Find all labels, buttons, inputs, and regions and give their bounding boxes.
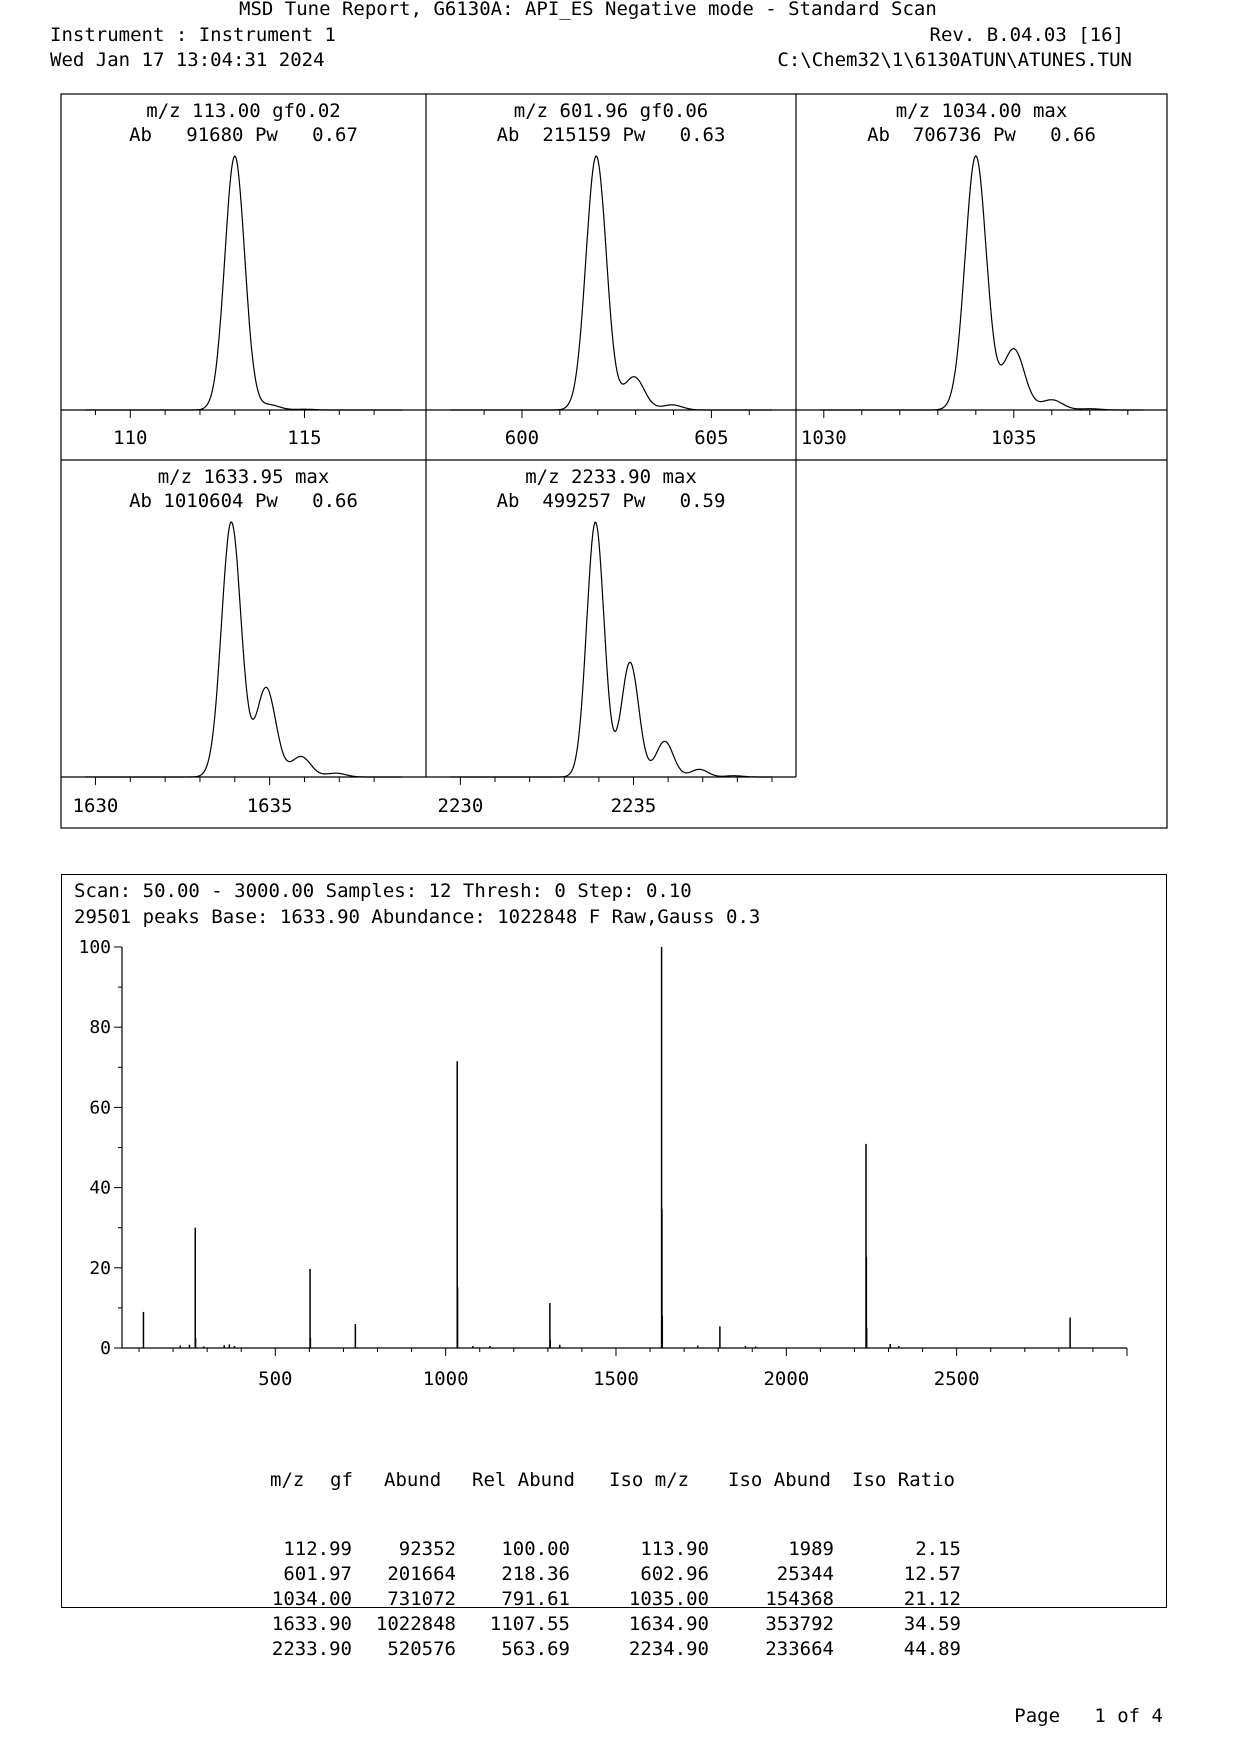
profile-tick-label: 110 xyxy=(113,427,148,449)
table-cell: 563.69 xyxy=(501,1638,570,1660)
revision-label: Rev. B.04.03 [16] xyxy=(929,24,1124,46)
column-header: Abund xyxy=(384,1469,442,1491)
x-tick-label: 500 xyxy=(258,1368,293,1390)
report-title: MSD Tune Report, G6130A: API_ES Negative mode - Standard Scan xyxy=(239,0,937,20)
report-datetime: Wed Jan 17 13:04:31 2024 xyxy=(50,49,325,71)
profile-mz-label: m/z 1633.95 max xyxy=(157,466,330,488)
table-cell: 44.89 xyxy=(903,1638,961,1660)
profile-tick-label: 600 xyxy=(504,427,540,449)
table-cell: 2233.90 xyxy=(271,1638,352,1660)
profile-trace xyxy=(85,522,402,777)
profile-abundance-label: Ab 499257 Pw 0.59 xyxy=(496,490,726,512)
table-cell: 112.99 xyxy=(283,1538,352,1560)
table-cell: 113.90 xyxy=(640,1538,709,1560)
profile-mz-label: m/z 601.96 gf0.06 xyxy=(513,100,709,122)
profile-panel-3 xyxy=(801,100,1143,449)
profile-tick-label: 1035 xyxy=(990,427,1037,449)
column-header: Iso Abund xyxy=(728,1469,831,1491)
table-cell: 601.97 xyxy=(283,1563,352,1585)
x-tick-label: 2000 xyxy=(763,1368,810,1390)
x-tick-label: 1500 xyxy=(593,1368,639,1390)
profile-tick-label: 2235 xyxy=(610,795,657,817)
y-tick-label: 40 xyxy=(89,1177,111,1199)
profile-abundance-label: Ab 1010604 Pw 0.66 xyxy=(129,490,358,512)
profile-trace xyxy=(85,156,402,410)
profile-frame xyxy=(61,94,1167,828)
page-number: Page 1 of 4 xyxy=(1014,1705,1163,1727)
table-cell: 1022848 xyxy=(375,1613,456,1635)
table-cell: 34.59 xyxy=(903,1613,961,1635)
x-tick-label: 1000 xyxy=(422,1368,469,1390)
table-cell: 1634.90 xyxy=(628,1613,709,1635)
table-cell: 2.15 xyxy=(915,1538,961,1560)
profile-mz-label: m/z 1034.00 max xyxy=(895,100,1068,122)
profile-panel-5 xyxy=(438,466,772,817)
column-header: Iso Ratio xyxy=(852,1469,955,1491)
tune-file-path: C:\Chem32\1\6130ATUN\ATUNES.TUN xyxy=(777,49,1132,71)
profile-trace xyxy=(450,156,772,410)
table-cell: 1989 xyxy=(788,1538,834,1560)
profile-abundance-label: Ab 215159 Pw 0.63 xyxy=(496,124,726,146)
table-cell: 218.36 xyxy=(501,1563,570,1585)
y-tick-label: 80 xyxy=(89,1017,111,1039)
table-cell: 2234.90 xyxy=(628,1638,709,1660)
tune-results-table xyxy=(200,1425,961,1685)
table-cell: 100.00 xyxy=(501,1538,570,1560)
table-cell: 21.12 xyxy=(903,1588,961,1610)
profile-mz-label: m/z 2233.90 max xyxy=(525,466,697,488)
table-cell: 201664 xyxy=(387,1563,456,1585)
table-row xyxy=(200,1563,961,1588)
profile-trace xyxy=(450,522,772,777)
y-tick-label: 20 xyxy=(89,1257,111,1279)
table-cell: 520576 xyxy=(387,1638,456,1660)
profile-panel-2 xyxy=(450,100,772,449)
table-row xyxy=(200,1638,961,1663)
table-cell: 602.96 xyxy=(640,1563,709,1585)
scan-summary: 29501 peaks Base: 1633.90 Abundance: 1022848 F Raw,Gauss 0.3 xyxy=(74,906,761,928)
profile-abundance-label: Ab 91680 Pw 0.67 xyxy=(129,124,358,146)
profile-peaks-panel xyxy=(0,0,1241,830)
column-header: Rel Abund xyxy=(472,1469,575,1491)
profile-tick-label: 115 xyxy=(287,427,322,449)
table-cell: 1633.90 xyxy=(271,1613,352,1635)
y-tick-label: 60 xyxy=(89,1097,111,1119)
table-cell: 353792 xyxy=(765,1613,834,1635)
scan-parameters: Scan: 50.00 - 3000.00 Samples: 12 Thresh: 0 Step: 0.10 xyxy=(74,880,692,902)
table-cell: 1035.00 xyxy=(628,1588,709,1610)
table-row xyxy=(200,1588,961,1613)
profile-tick-label: 1630 xyxy=(72,795,119,817)
table-row xyxy=(200,1613,961,1638)
profile-panel-4 xyxy=(73,466,402,817)
column-header: Iso m/z xyxy=(609,1469,690,1491)
profile-abundance-label: Ab 706736 Pw 0.66 xyxy=(867,124,1096,146)
instrument-label: Instrument : Instrument 1 xyxy=(50,24,336,46)
profile-panel-1 xyxy=(85,100,402,449)
column-header: m/z xyxy=(270,1469,305,1491)
profile-tick-label: 1030 xyxy=(800,427,847,449)
spectrum-chart xyxy=(0,870,1241,1630)
y-tick-label: 0 xyxy=(100,1338,111,1359)
table-cell: 791.61 xyxy=(501,1588,570,1610)
y-tick-label: 100 xyxy=(78,937,111,958)
table-cell: 1107.55 xyxy=(489,1613,570,1635)
table-header xyxy=(200,1469,955,1494)
table-cell: 12.57 xyxy=(903,1563,961,1585)
x-tick-label: 2500 xyxy=(933,1368,980,1390)
profile-tick-label: 2230 xyxy=(437,795,484,817)
table-row xyxy=(200,1538,961,1563)
table-cell: 1034.00 xyxy=(271,1588,352,1610)
profile-mz-label: m/z 113.00 gf0.02 xyxy=(146,100,341,122)
table-cell: 233664 xyxy=(765,1638,834,1660)
table-cell: 92352 xyxy=(398,1538,456,1560)
profile-tick-label: 1635 xyxy=(246,795,293,817)
column-header: gf xyxy=(330,1469,353,1491)
table-cell: 25344 xyxy=(776,1563,834,1585)
table-cell: 154368 xyxy=(765,1588,834,1610)
profile-trace xyxy=(820,156,1143,410)
profile-tick-label: 605 xyxy=(694,427,729,449)
table-cell: 731072 xyxy=(387,1588,456,1610)
